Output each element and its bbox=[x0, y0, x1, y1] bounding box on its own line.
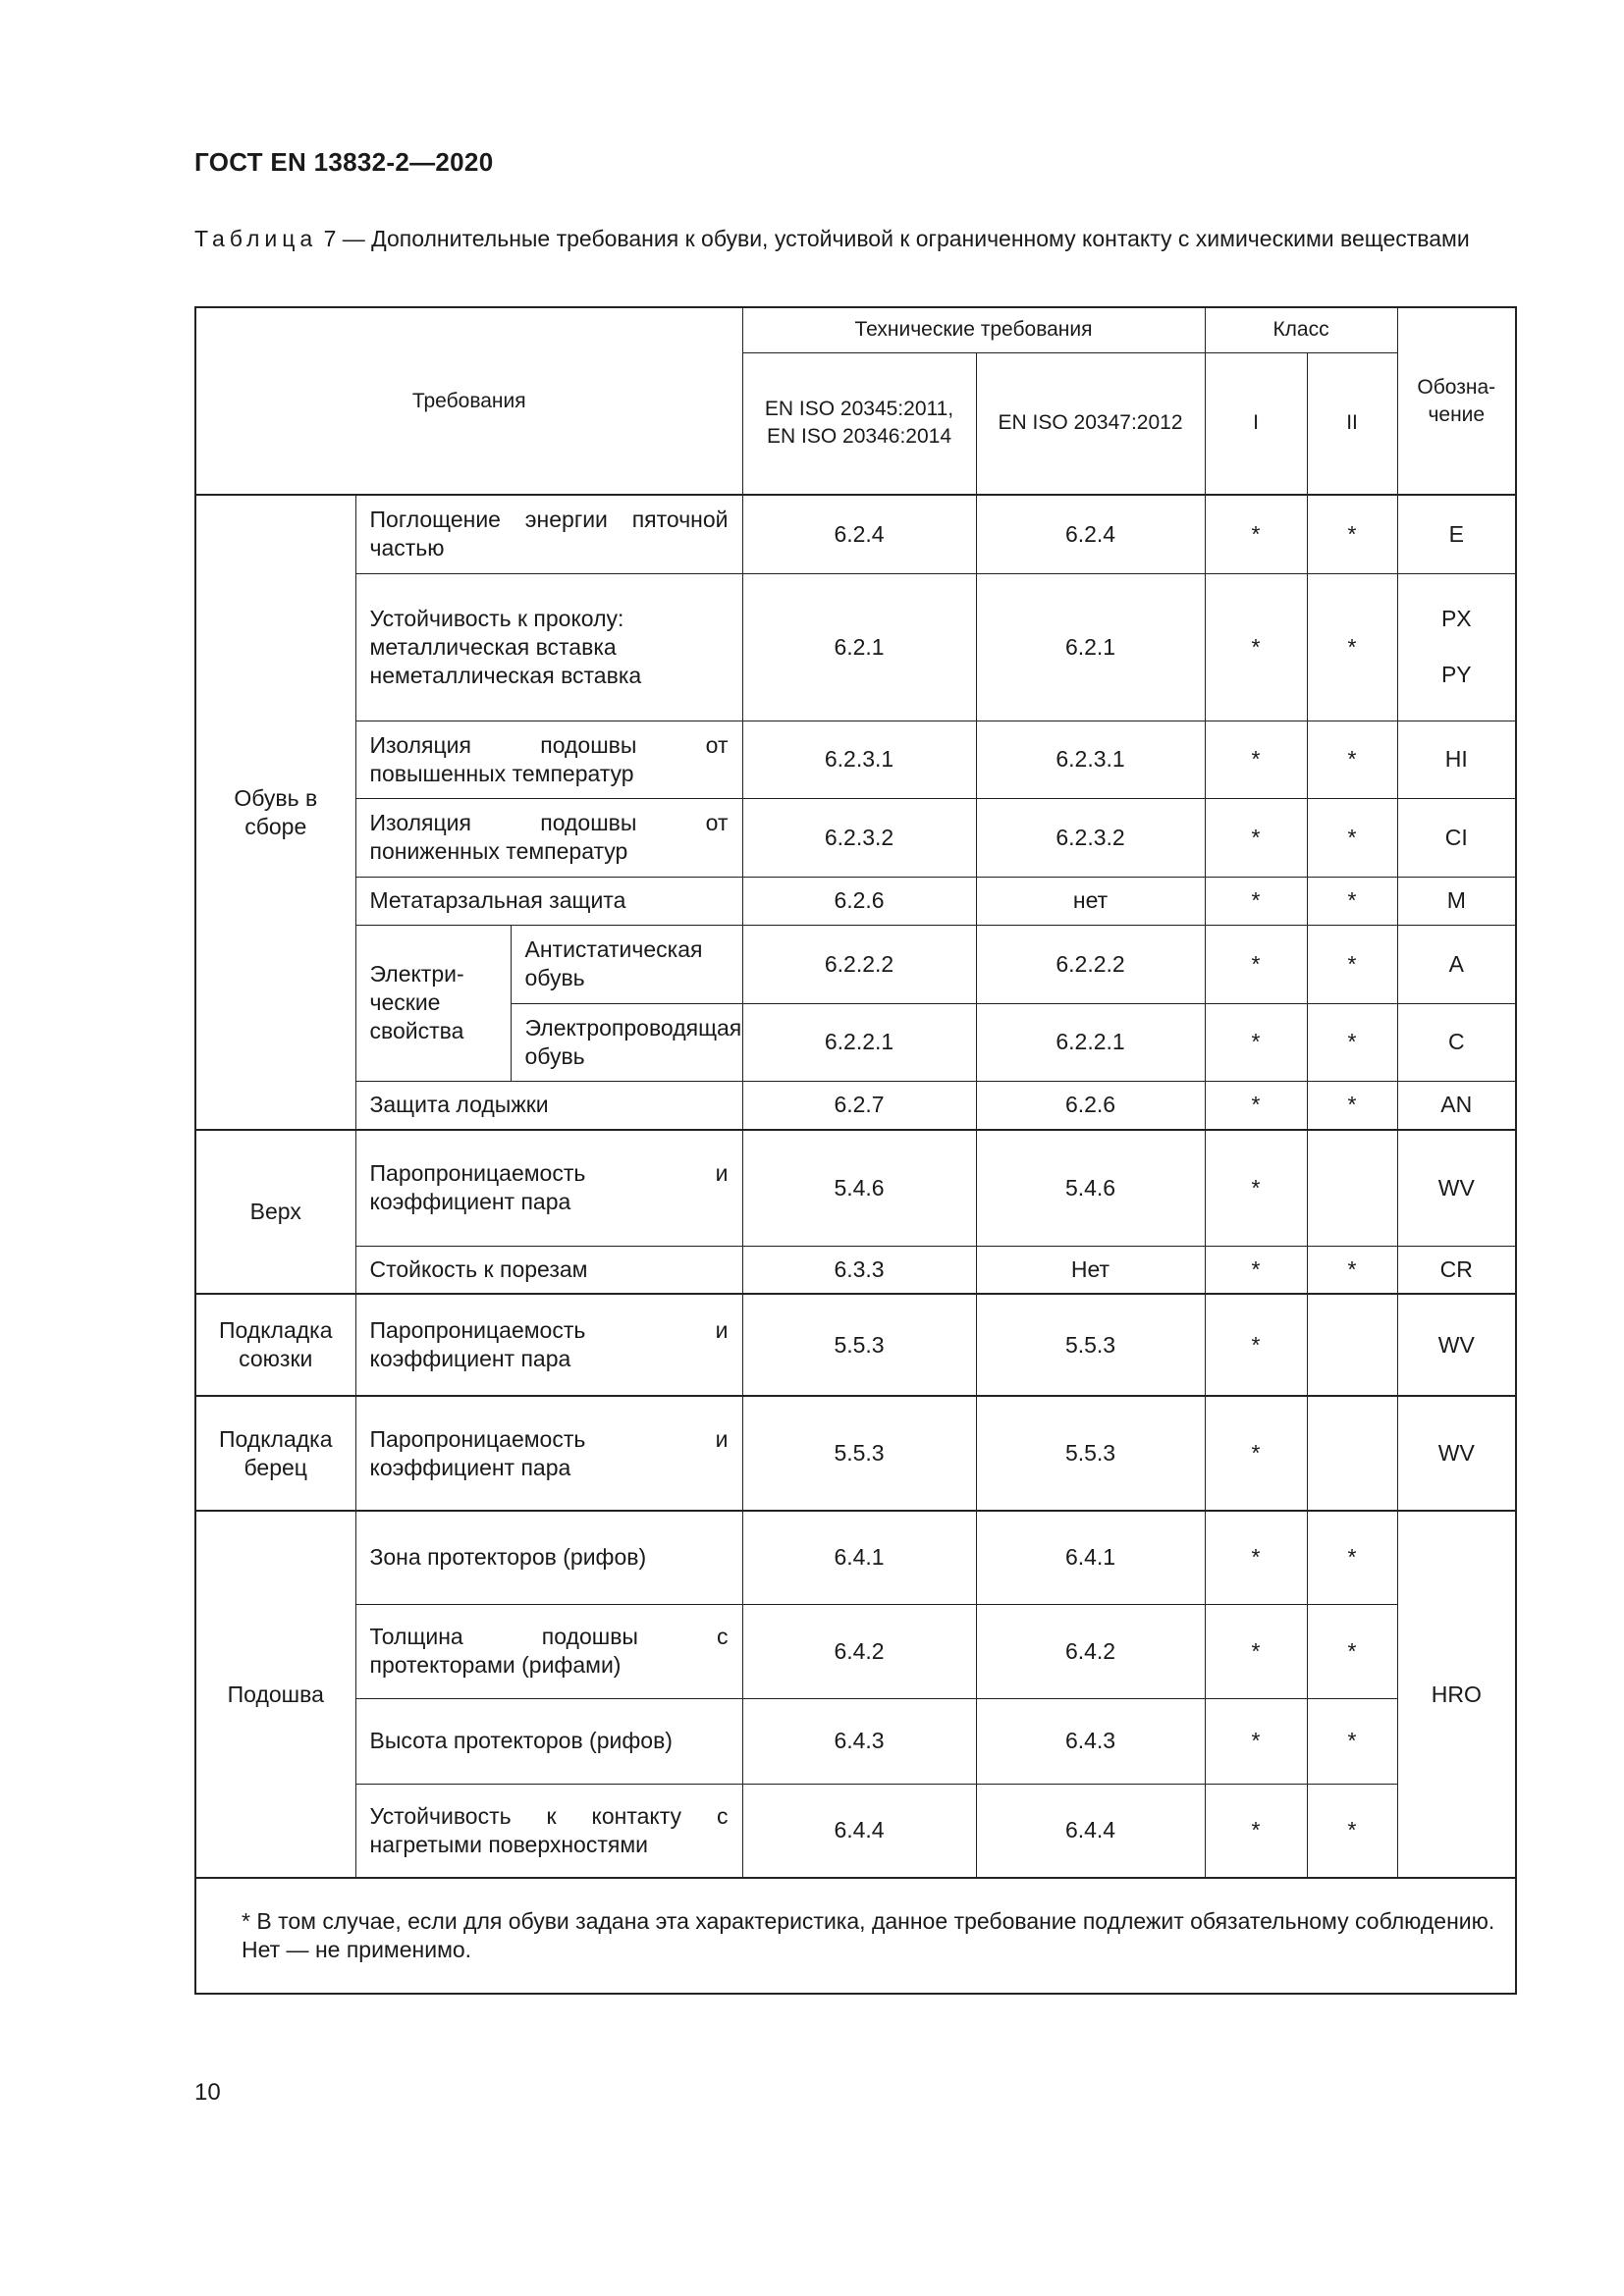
row-name: Устойчивость к проколу: металлическая вставка неметаллическая вставка bbox=[355, 573, 742, 721]
group-assembled: Обувь в сборе bbox=[195, 495, 355, 1130]
row-std1: 6.2.3.1 bbox=[742, 721, 976, 798]
header-class-2: II bbox=[1307, 352, 1397, 495]
table-row bbox=[195, 721, 1516, 798]
header-requirements: Требования bbox=[195, 307, 742, 495]
row-class2 bbox=[1307, 1396, 1397, 1511]
group-upper: Верх bbox=[195, 1130, 355, 1294]
header-designation: Обозна-чение bbox=[1397, 307, 1516, 495]
row-designation: HI bbox=[1397, 721, 1516, 798]
row-name: Антистатическая обувь bbox=[511, 925, 742, 1003]
row-class1: * bbox=[1205, 1698, 1307, 1784]
row-name: Метатарзальная защита bbox=[355, 877, 742, 925]
row-designation: WV bbox=[1397, 1396, 1516, 1511]
table-row bbox=[195, 1294, 1516, 1396]
row-std2: 6.2.6 bbox=[976, 1081, 1205, 1130]
row-std1: 6.4.4 bbox=[742, 1784, 976, 1878]
row-std2: 5.5.3 bbox=[976, 1396, 1205, 1511]
row-std1: 5.4.6 bbox=[742, 1130, 976, 1246]
row-name: Толщина подошвы с протекторами (рифами) bbox=[355, 1604, 742, 1698]
document-code: ГОСТ EN 13832-2—2020 bbox=[194, 147, 494, 177]
row-std2: 6.4.3 bbox=[976, 1698, 1205, 1784]
row-std2: 5.4.6 bbox=[976, 1130, 1205, 1246]
row-designation: A bbox=[1397, 925, 1516, 1003]
row-std1: 6.2.3.2 bbox=[742, 798, 976, 877]
row-name: Зона протекторов (рифов) bbox=[355, 1511, 742, 1604]
row-designation-hro: HRO bbox=[1397, 1511, 1516, 1878]
table-row bbox=[195, 573, 1516, 721]
row-designation: E bbox=[1397, 495, 1516, 573]
table-row bbox=[195, 1130, 1516, 1246]
row-class2 bbox=[1307, 1130, 1397, 1246]
row-class1: * bbox=[1205, 573, 1307, 721]
group-quarter-lining: Подкладка берец bbox=[195, 1396, 355, 1511]
group-sole: Подошва bbox=[195, 1511, 355, 1878]
row-std1: 6.3.3 bbox=[742, 1246, 976, 1294]
row-class2: * bbox=[1307, 1784, 1397, 1878]
row-std2: 6.4.1 bbox=[976, 1511, 1205, 1604]
footnote-not-applicable: Нет — не применимо. bbox=[242, 1937, 472, 1962]
table-row bbox=[195, 877, 1516, 925]
row-name: Паропроницаемость и коэффициент пара bbox=[355, 1294, 742, 1396]
row-class2: * bbox=[1307, 925, 1397, 1003]
row-class2: * bbox=[1307, 1698, 1397, 1784]
row-class2: * bbox=[1307, 573, 1397, 721]
row-name: Устойчивость к контакту с нагретыми поверхностями bbox=[355, 1784, 742, 1878]
header-standard-1: EN ISO 20345:2011, EN ISO 20346:2014 bbox=[742, 352, 976, 495]
row-std2: нет bbox=[976, 877, 1205, 925]
table-row bbox=[195, 1604, 1516, 1698]
row-std1: 6.4.2 bbox=[742, 1604, 976, 1698]
row-class2: * bbox=[1307, 1081, 1397, 1130]
row-class1: * bbox=[1205, 1784, 1307, 1878]
table-row bbox=[195, 1396, 1516, 1511]
designation-py: PY bbox=[1440, 662, 1472, 687]
row-std2: 6.2.4 bbox=[976, 495, 1205, 573]
row-class1: * bbox=[1205, 1396, 1307, 1511]
header-standard-2: EN ISO 20347:2012 bbox=[976, 352, 1205, 495]
table-caption bbox=[194, 224, 1515, 254]
row-class1: * bbox=[1205, 1130, 1307, 1246]
row-designation: CI bbox=[1397, 798, 1516, 877]
row-class2: * bbox=[1307, 721, 1397, 798]
row-class1: * bbox=[1205, 798, 1307, 877]
row-std1: 6.2.7 bbox=[742, 1081, 976, 1130]
table-row bbox=[195, 495, 1516, 573]
row-std1: 5.5.3 bbox=[742, 1396, 976, 1511]
row-designation: WV bbox=[1397, 1294, 1516, 1396]
row-designation: CR bbox=[1397, 1246, 1516, 1294]
row-name: Паропроницаемость и коэффициент пара bbox=[355, 1396, 742, 1511]
row-std2: 6.2.1 bbox=[976, 573, 1205, 721]
page-number: 10 bbox=[194, 2079, 221, 2106]
group-electrical: Электри-ческие свойства bbox=[355, 925, 511, 1081]
row-class2: * bbox=[1307, 495, 1397, 573]
row-std2: 6.4.2 bbox=[976, 1604, 1205, 1698]
table-footnote bbox=[195, 1878, 1516, 1994]
row-std2: 6.2.2.1 bbox=[976, 1003, 1205, 1081]
table-row bbox=[195, 1246, 1516, 1294]
row-designation: AN bbox=[1397, 1081, 1516, 1130]
row-std1: 6.2.1 bbox=[742, 573, 976, 721]
row-std1: 6.2.2.1 bbox=[742, 1003, 976, 1081]
row-std1: 5.5.3 bbox=[742, 1294, 976, 1396]
row-class1: * bbox=[1205, 721, 1307, 798]
row-class2: * bbox=[1307, 1246, 1397, 1294]
row-name: Изоляция подошвы от повышенных температур bbox=[355, 721, 742, 798]
row-std2: 5.5.3 bbox=[976, 1294, 1205, 1396]
row-class2 bbox=[1307, 1294, 1397, 1396]
row-class1: * bbox=[1205, 1081, 1307, 1130]
row-std2: 6.4.4 bbox=[976, 1784, 1205, 1878]
row-name: Высота протекторов (рифов) bbox=[355, 1698, 742, 1784]
row-name: Изоляция подошвы от пониженных температур bbox=[355, 798, 742, 877]
row-class1: * bbox=[1205, 925, 1307, 1003]
row-name: Защита лодыжки bbox=[355, 1081, 742, 1130]
row-std2: 6.2.2.2 bbox=[976, 925, 1205, 1003]
row-class2: * bbox=[1307, 1604, 1397, 1698]
header-class-1: I bbox=[1205, 352, 1307, 495]
row-std1: 6.2.4 bbox=[742, 495, 976, 573]
row-std1: 6.4.1 bbox=[742, 1511, 976, 1604]
designation-px: PX bbox=[1440, 606, 1472, 631]
row-class1: * bbox=[1205, 1003, 1307, 1081]
row-std1: 6.2.6 bbox=[742, 877, 976, 925]
header-class: Класс bbox=[1205, 307, 1397, 352]
requirements-table bbox=[194, 306, 1517, 1995]
row-class1: * bbox=[1205, 495, 1307, 573]
table-row bbox=[195, 1081, 1516, 1130]
row-class1: * bbox=[1205, 1294, 1307, 1396]
footnote-asterisk: * В том случае, если для обуви задана эта характеристика, данное требование подлежит обязательному соблюдению. bbox=[242, 1908, 1495, 1934]
row-name: Стойкость к порезам bbox=[355, 1246, 742, 1294]
row-class2: * bbox=[1307, 877, 1397, 925]
group-vamp-lining: Подкладка союзки bbox=[195, 1294, 355, 1396]
row-class1: * bbox=[1205, 877, 1307, 925]
caption-label: Таблица bbox=[194, 226, 318, 251]
row-class2: * bbox=[1307, 798, 1397, 877]
row-std2: Нет bbox=[976, 1246, 1205, 1294]
table-row bbox=[195, 798, 1516, 877]
row-name: Электропроводящая обувь bbox=[511, 1003, 742, 1081]
row-class1: * bbox=[1205, 1246, 1307, 1294]
table-row bbox=[195, 1511, 1516, 1604]
row-class2: * bbox=[1307, 1511, 1397, 1604]
row-std2: 6.2.3.1 bbox=[976, 721, 1205, 798]
row-designation: C bbox=[1397, 1003, 1516, 1081]
row-name: Паропроницаемость и коэффициент пара bbox=[355, 1130, 742, 1246]
row-class1: * bbox=[1205, 1511, 1307, 1604]
row-std1: 6.4.3 bbox=[742, 1698, 976, 1784]
caption-text: 7 — Дополнительные требования к обуви, устойчивой к ограниченному контакту с химическими веществами bbox=[317, 226, 1470, 251]
row-designation: M bbox=[1397, 877, 1516, 925]
table-row bbox=[195, 1698, 1516, 1784]
table-row bbox=[195, 1784, 1516, 1878]
row-std1: 6.2.2.2 bbox=[742, 925, 976, 1003]
table-row bbox=[195, 925, 1516, 1003]
row-class1: * bbox=[1205, 1604, 1307, 1698]
row-std2: 6.2.3.2 bbox=[976, 798, 1205, 877]
row-designation bbox=[1397, 573, 1516, 721]
header-tech-requirements: Технические требования bbox=[742, 307, 1205, 352]
row-designation: WV bbox=[1397, 1130, 1516, 1246]
row-name: Поглощение энергии пяточной частью bbox=[355, 495, 742, 573]
row-class2: * bbox=[1307, 1003, 1397, 1081]
